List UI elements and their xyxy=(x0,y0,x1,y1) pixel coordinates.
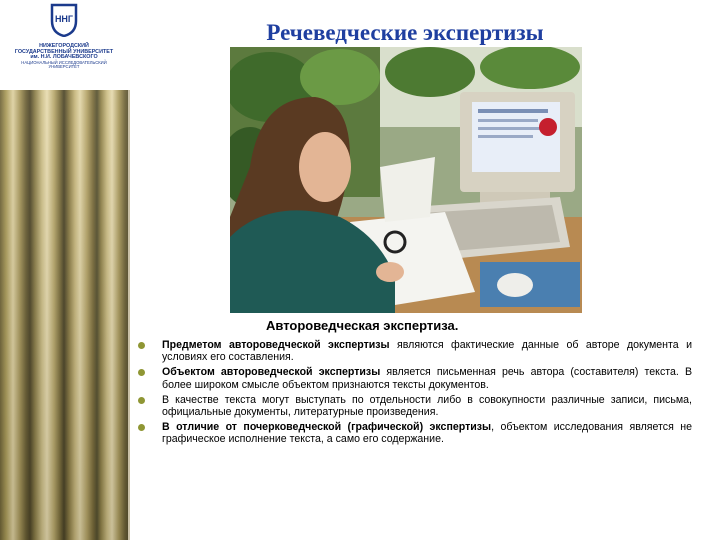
bullet-icon xyxy=(138,369,145,376)
photo-caption: Автороведческая экспертиза. xyxy=(266,318,459,333)
logo-line: НИЖЕГОРОДСКИЙ xyxy=(39,43,89,49)
list-item-term: Предметом автороведческой экспертизы xyxy=(162,339,390,351)
list-item-text: являются фактические данные об авторе документа и условиях его составления. xyxy=(162,339,692,364)
list-item xyxy=(136,421,692,445)
curtain-background xyxy=(0,90,128,540)
bullet-icon xyxy=(138,342,145,349)
list-item xyxy=(136,339,692,363)
logo-line: НАЦИОНАЛЬНЫЙ ИССЛЕДОВАТЕЛЬСКИЙ xyxy=(21,60,107,66)
logo-line: УНИВЕРСИТЕТ xyxy=(48,64,80,70)
university-logo xyxy=(0,0,128,88)
list-item-text: В качестве текста могут выступать по отдельности либо в совокупности различные записи, письма, официальные документы, литературные произведения. xyxy=(162,393,692,419)
list-item-term: Объектом автороведческой экспертизы xyxy=(162,366,381,379)
bullet-icon xyxy=(138,424,145,431)
photo-illustration xyxy=(230,47,582,313)
svg-text:ННГ: ННГ xyxy=(54,14,74,24)
divider xyxy=(128,90,130,540)
list-item-text: является письменная речь автора (составителя) текста. В более широком смысле объектом признаются тексты документов. xyxy=(162,366,693,391)
slide-title: Речеведческие экспертизы xyxy=(266,20,544,45)
logo-line: ГОСУДАРСТВЕННЫЙ УНИВЕРСИТЕТ xyxy=(14,48,114,55)
list-item xyxy=(136,366,692,390)
list-item xyxy=(136,394,692,418)
list-item-term: В отличие от почерковедческой (графической) экспертизы xyxy=(162,421,492,434)
list-item-text: , объектом исследования является не графическое исполнение текста, а само его содержание. xyxy=(162,421,693,446)
university-emblem-icon xyxy=(50,3,78,37)
left-decoration xyxy=(0,0,128,540)
bullet-list xyxy=(136,339,692,449)
photo-expert-at-work xyxy=(230,47,582,313)
bullet-icon xyxy=(138,397,145,404)
logo-line: им. Н.И. ЛОБАЧЕВСКОГО xyxy=(30,54,98,61)
